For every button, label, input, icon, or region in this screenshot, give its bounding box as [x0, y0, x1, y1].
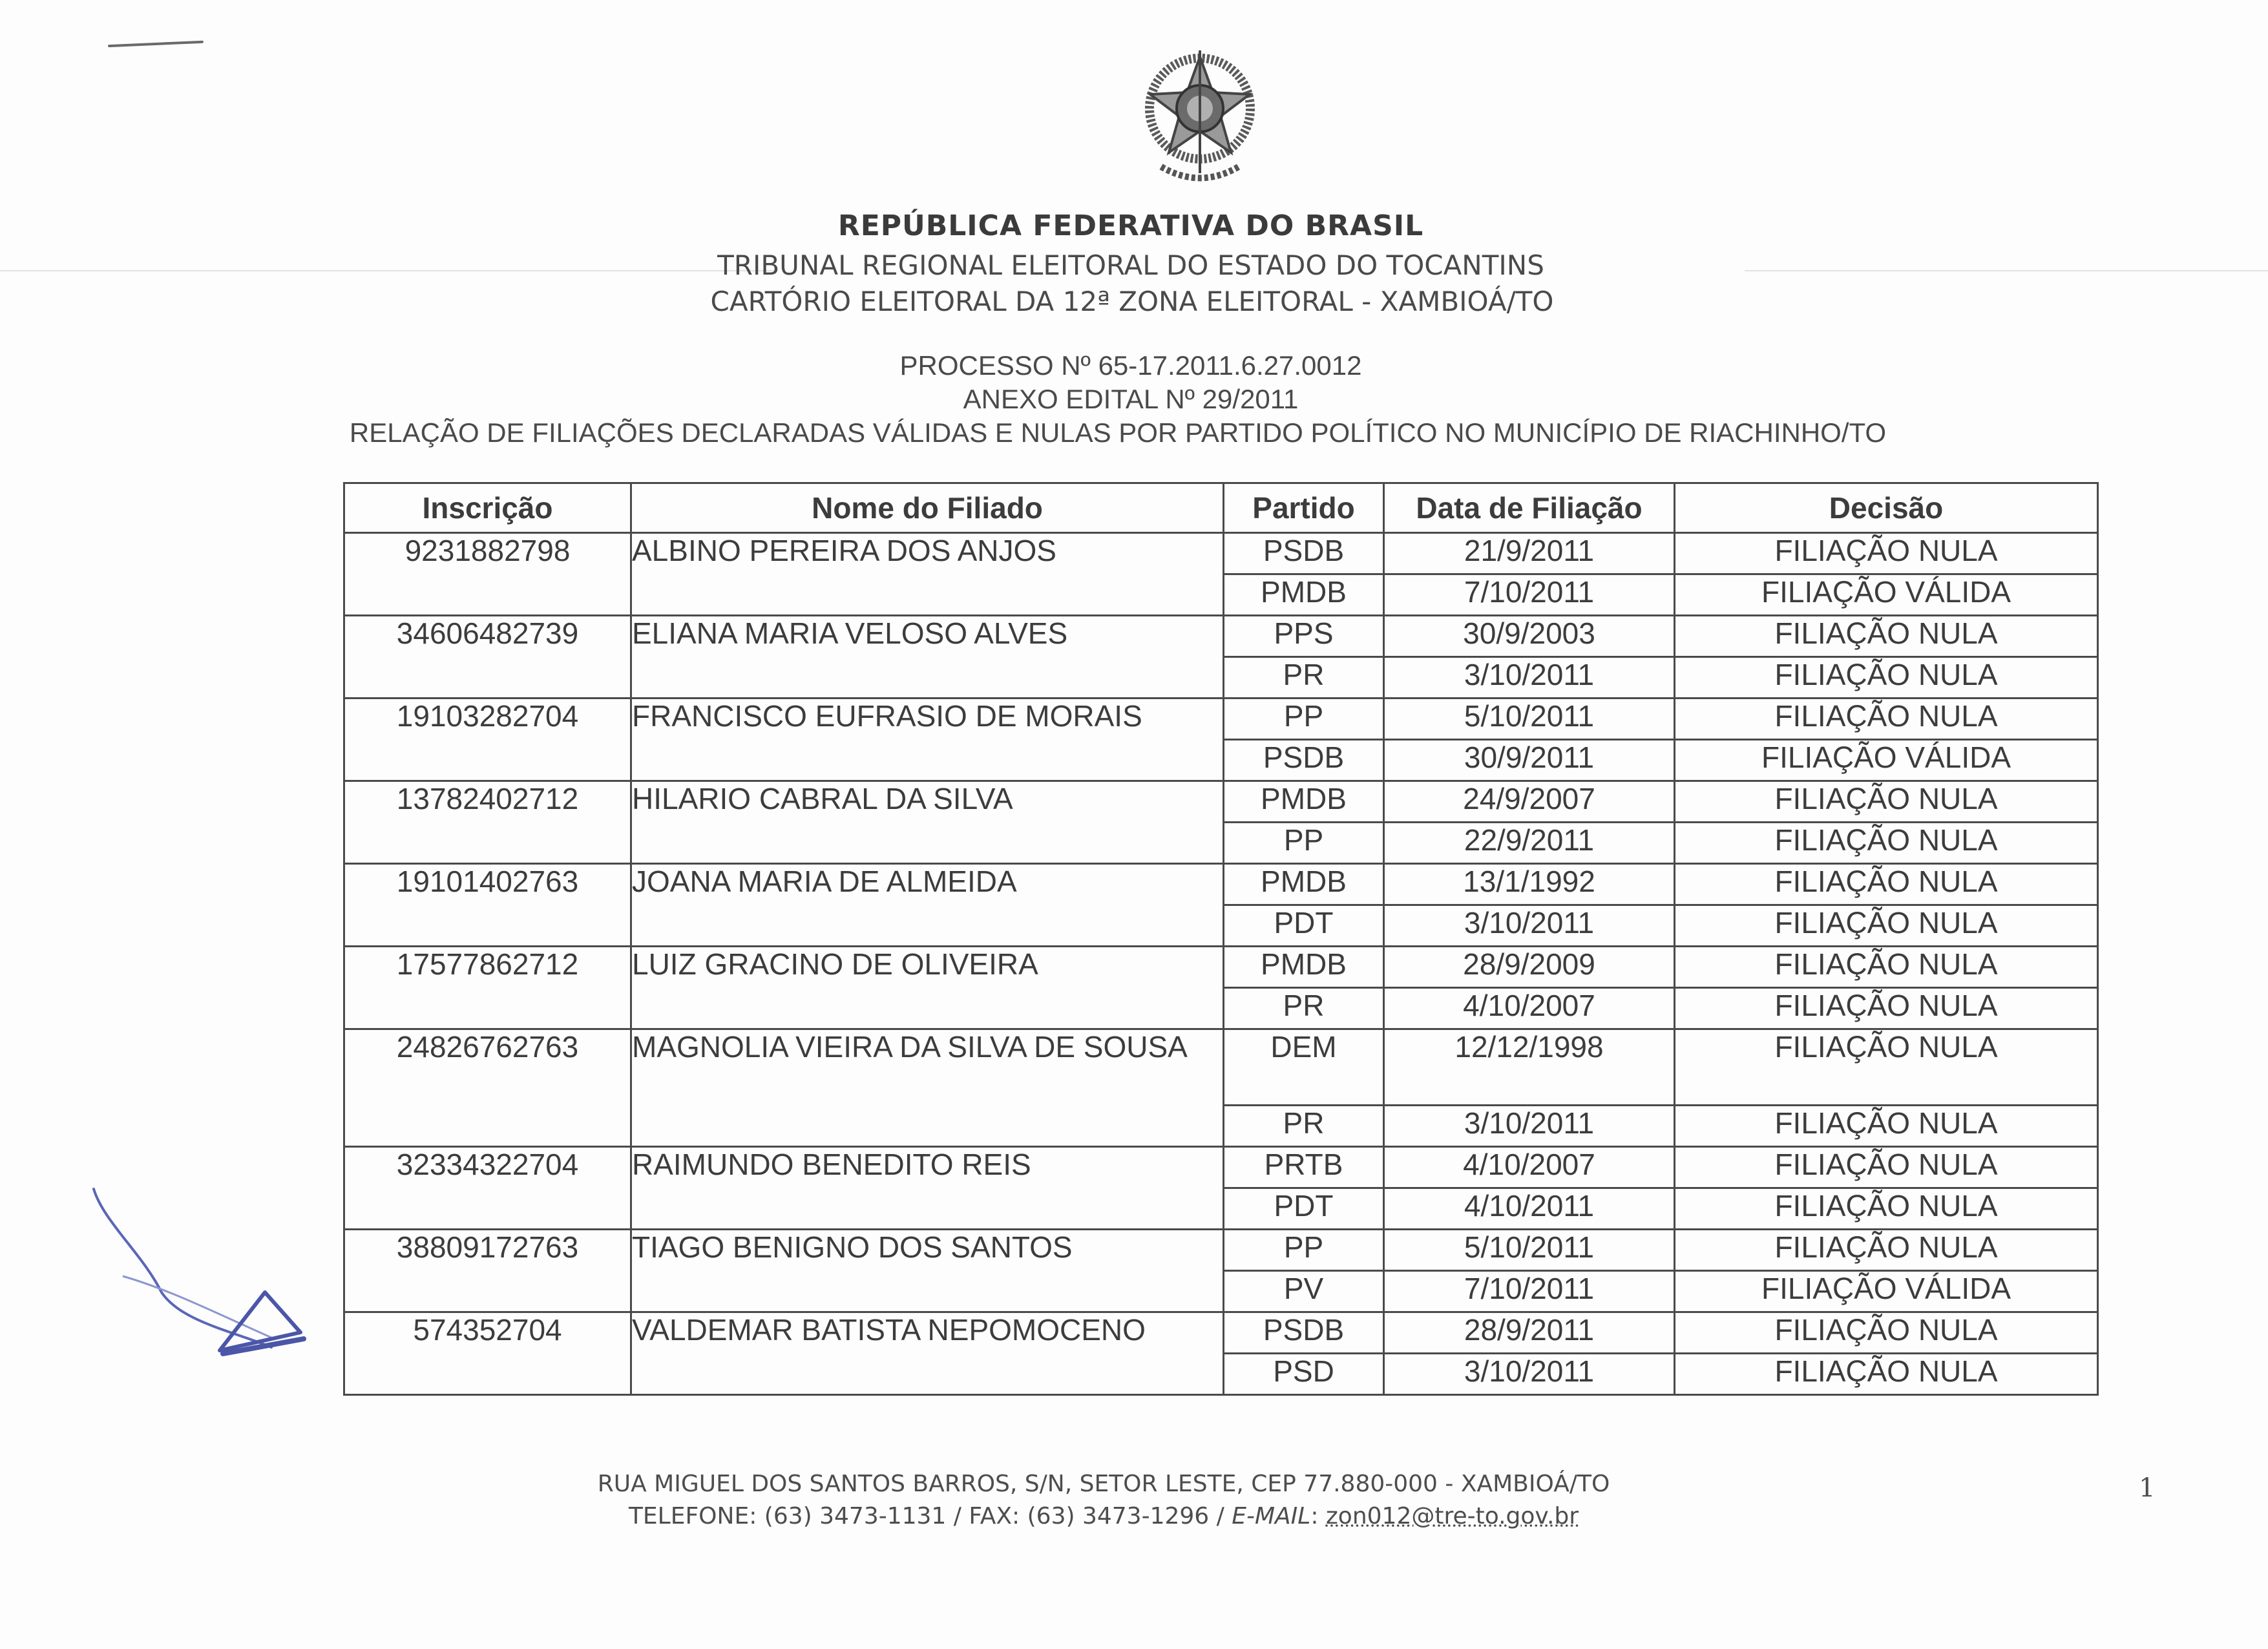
cell-partido: PP: [1224, 823, 1384, 864]
cell-decisao: FILIAÇÃO NULA: [1675, 1312, 2098, 1354]
table-row: [344, 1312, 2098, 1354]
cell-partido: PMDB: [1224, 781, 1384, 823]
cell-partido: PSDB: [1224, 740, 1384, 781]
filiacoes-table: [343, 482, 2099, 1396]
cell-inscricao: 574352704: [344, 1312, 631, 1395]
table-row: [344, 781, 2098, 823]
cell-decisao: FILIAÇÃO NULA: [1675, 1230, 2098, 1271]
header-nome: Nome do Filiado: [631, 483, 1224, 533]
cell-partido: PMDB: [1224, 864, 1384, 905]
cell-data: 4/10/2007: [1384, 988, 1675, 1029]
cell-partido: PR: [1224, 657, 1384, 698]
cell-partido: PMDB: [1224, 947, 1384, 988]
header-data: Data de Filiação: [1384, 483, 1675, 533]
footer-colon: :: [1310, 1503, 1326, 1529]
cell-data: 3/10/2011: [1384, 1106, 1675, 1147]
tribunal-title: TRIBUNAL REGIONAL ELEITORAL DO ESTADO DO TOCANTINS: [717, 249, 1544, 281]
table-row: [344, 1230, 2098, 1271]
cell-decisao: FILIAÇÃO NULA: [1675, 1106, 2098, 1147]
cell-data: 13/1/1992: [1384, 864, 1675, 905]
table-header-row: [344, 483, 2098, 533]
cell-decisao: FILIAÇÃO NULA: [1675, 947, 2098, 988]
cell-inscricao: 19101402763: [344, 864, 631, 947]
table-row: [344, 616, 2098, 657]
cell-decisao: FILIAÇÃO NULA: [1675, 1029, 2098, 1106]
cell-decisao: FILIAÇÃO NULA: [1675, 781, 2098, 823]
processo-number: PROCESSO Nº 65-17.2011.6.27.0012: [899, 350, 1362, 381]
cell-nome: HILARIO CABRAL DA SILVA: [631, 781, 1224, 864]
cell-data: 28/9/2011: [1384, 1312, 1675, 1354]
cell-partido: PMDB: [1224, 574, 1384, 616]
table-row: [344, 533, 2098, 574]
cell-data: 12/12/1998: [1384, 1029, 1675, 1106]
cell-data: 30/9/2011: [1384, 740, 1675, 781]
cell-inscricao: 19103282704: [344, 698, 631, 781]
cell-data: 4/10/2007: [1384, 1147, 1675, 1188]
table-body: [344, 533, 2098, 1395]
cell-data: 5/10/2011: [1384, 1230, 1675, 1271]
cell-nome: ELIANA MARIA VELOSO ALVES: [631, 616, 1224, 698]
cell-decisao: FILIAÇÃO NULA: [1675, 823, 2098, 864]
cell-decisao: FILIAÇÃO VÁLIDA: [1675, 1271, 2098, 1312]
anexo-edital: ANEXO EDITAL Nº 29/2011: [963, 384, 1299, 414]
cell-nome: RAIMUNDO BENEDITO REIS: [631, 1147, 1224, 1230]
cell-inscricao: 13782402712: [344, 781, 631, 864]
brazil-coat-of-arms-icon: [1139, 37, 1261, 193]
pen-dash-mark: [108, 41, 204, 47]
cell-inscricao: 38809172763: [344, 1230, 631, 1312]
cell-decisao: FILIAÇÃO NULA: [1675, 657, 2098, 698]
cell-partido: PR: [1224, 1106, 1384, 1147]
cell-data: 3/10/2011: [1384, 657, 1675, 698]
cell-data: 7/10/2011: [1384, 574, 1675, 616]
cell-partido: PP: [1224, 698, 1384, 740]
cell-decisao: FILIAÇÃO NULA: [1675, 864, 2098, 905]
cell-decisao: FILIAÇÃO VÁLIDA: [1675, 740, 2098, 781]
cell-data: 22/9/2011: [1384, 823, 1675, 864]
cell-nome: JOANA MARIA DE ALMEIDA: [631, 864, 1224, 947]
cell-data: 28/9/2009: [1384, 947, 1675, 988]
cell-data: 3/10/2011: [1384, 905, 1675, 947]
cell-nome: MAGNOLIA VIEIRA DA SILVA DE SOUSA: [631, 1029, 1224, 1147]
cell-data: 3/10/2011: [1384, 1354, 1675, 1395]
relacao-title: RELAÇÃO DE FILIAÇÕES DECLARADAS VÁLIDAS E NULAS POR PARTIDO POLÍTICO NO MUNICÍPIO DE RIACHINHO/TO: [349, 417, 1887, 448]
cell-partido: PR: [1224, 988, 1384, 1029]
table-row: [344, 864, 2098, 905]
cell-data: 30/9/2003: [1384, 616, 1675, 657]
table-row: [344, 698, 2098, 740]
cell-decisao: FILIAÇÃO NULA: [1675, 905, 2098, 947]
cell-decisao: FILIAÇÃO NULA: [1675, 988, 2098, 1029]
header-partido: Partido: [1224, 483, 1384, 533]
cell-partido: PSDB: [1224, 533, 1384, 574]
header-decisao: Decisão: [1675, 483, 2098, 533]
page-number: 1: [2139, 1473, 2156, 1503]
cell-partido: PDT: [1224, 905, 1384, 947]
cell-data: 5/10/2011: [1384, 698, 1675, 740]
cell-decisao: FILIAÇÃO NULA: [1675, 616, 2098, 657]
cell-data: 7/10/2011: [1384, 1271, 1675, 1312]
cell-data: 21/9/2011: [1384, 533, 1675, 574]
cell-decisao: FILIAÇÃO NULA: [1675, 1354, 2098, 1395]
footer-phone-fax: TELEFONE: (63) 3473-1131 / FAX: (63) 3473-1296 /: [628, 1503, 1232, 1529]
cell-partido: PP: [1224, 1230, 1384, 1271]
cell-partido: PSD: [1224, 1354, 1384, 1395]
cell-decisao: FILIAÇÃO NULA: [1675, 533, 2098, 574]
cell-inscricao: 9231882798: [344, 533, 631, 616]
table-row: [344, 947, 2098, 988]
header-inscricao: Inscrição: [344, 483, 631, 533]
cell-decisao: FILIAÇÃO NULA: [1675, 1188, 2098, 1230]
cell-nome: LUIZ GRACINO DE OLIVEIRA: [631, 947, 1224, 1029]
cell-nome: ALBINO PEREIRA DOS ANJOS: [631, 533, 1224, 616]
cell-partido: PRTB: [1224, 1147, 1384, 1188]
cell-decisao: FILIAÇÃO VÁLIDA: [1675, 574, 2098, 616]
footer-contact: [0, 1503, 2238, 1529]
cell-inscricao: 34606482739: [344, 616, 631, 698]
table-row: [344, 1029, 2098, 1106]
cell-partido: DEM: [1224, 1029, 1384, 1106]
footer-address: RUA MIGUEL DOS SANTOS BARROS, S/N, SETOR LESTE, CEP 77.880-000 - XAMBIOÁ/TO: [597, 1471, 1610, 1497]
cell-inscricao: 24826762763: [344, 1029, 631, 1147]
cartorio-title: CARTÓRIO ELEITORAL DA 12ª ZONA ELEITORAL - XAMBIOÁ/TO: [710, 286, 1554, 317]
cell-inscricao: 17577862712: [344, 947, 631, 1029]
cell-partido: PV: [1224, 1271, 1384, 1312]
cell-partido: PPS: [1224, 616, 1384, 657]
table-row: [344, 1147, 2098, 1188]
cell-nome: VALDEMAR BATISTA NEPOMOCENO: [631, 1312, 1224, 1395]
cell-nome: TIAGO BENIGNO DOS SANTOS: [631, 1230, 1224, 1312]
cell-partido: PSDB: [1224, 1312, 1384, 1354]
republic-title: REPÚBLICA FEDERATIVA DO BRASIL: [837, 209, 1424, 242]
cell-nome: FRANCISCO EUFRASIO DE MORAIS: [631, 698, 1224, 781]
cell-partido: PDT: [1224, 1188, 1384, 1230]
footer-email-label: E-MAIL: [1232, 1503, 1311, 1529]
cell-data: 24/9/2007: [1384, 781, 1675, 823]
cell-inscricao: 32334322704: [344, 1147, 631, 1230]
cell-data: 4/10/2011: [1384, 1188, 1675, 1230]
hand-drawn-arrow-icon: [84, 1163, 330, 1370]
footer-email-link[interactable]: zon012@tre-to.gov.br: [1325, 1503, 1579, 1529]
cell-decisao: FILIAÇÃO NULA: [1675, 698, 2098, 740]
cell-decisao: FILIAÇÃO NULA: [1675, 1147, 2098, 1188]
